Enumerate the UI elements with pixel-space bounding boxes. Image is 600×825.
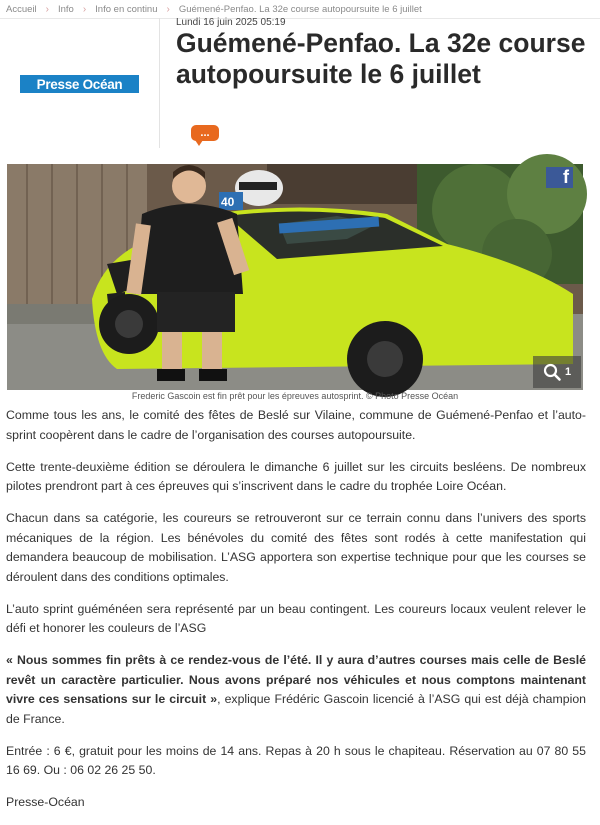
article-body bbox=[6, 406, 586, 825]
breadcrumb-separator-icon: › bbox=[45, 3, 49, 15]
article-signature: Presse-Océan bbox=[6, 795, 85, 809]
article-paragraph: L’auto sprint guéménéen sera représenté par un beau contingent. Les coureurs locaux veulent relever le défi et honorer les couleurs de l’ASG bbox=[6, 601, 586, 635]
article-paragraph: Chacun dans sa catégorie, les coureurs se retrouveront sur ce terrain connu dans l’univers des sports mécaniques de la région. Les bénévoles du comité des fêtes sont rodés à cette manifestation qui demandera beaucoup de mobilisation. L’ASG apportera son expertise technique pour que les courses se déroulent dans des conditions optimales. bbox=[6, 511, 586, 584]
breadcrumb-home-link[interactable]: Accueil bbox=[6, 3, 37, 15]
breadcrumb-info-link[interactable]: Info bbox=[57, 3, 74, 15]
car-driver-illustration bbox=[7, 164, 583, 390]
article-practical-info: Entrée : 6 €, gratuit pour les moins de 14 ans. Repas à 20 h sous le chapiteau. Réservation au 07 80 55 16 69. Ou : 06 02 26 25 50. bbox=[6, 743, 586, 777]
article-paragraph: Cette trente-deuxième édition se déroulera le dimanche 6 juillet sur les circuits besléens. De nombreux pilotes prendront part à ces épreuves qui s’inscrivent dans le cadre du trophée Loire Océan. bbox=[6, 459, 586, 493]
article-quote: « Nous sommes fin prêts à ce rendez-vous de l’été. Il y aura d’autres courses mais celle de Beslé revêt un caractère particulier. Nous avons préparé nos véhicules et nous comptons maintenant vivre ces sensations sur le circuit » bbox=[6, 653, 586, 706]
article-paragraph: Comme tous les ans, le comité des fêtes de Beslé sur Vilaine, commune de Guémené-Penfao et l’auto-sprint coopèrent dans le cadre de l’organisation des courses autopoursuite. bbox=[6, 408, 586, 442]
breadcrumb bbox=[6, 2, 422, 16]
zoom-gallery-button[interactable] bbox=[533, 356, 581, 388]
article-quote-paragraph bbox=[6, 651, 586, 729]
logo-column bbox=[0, 18, 160, 148]
magnifier-icon bbox=[543, 363, 561, 381]
breadcrumb-current: Guémené-Penfao. La 32e course autopoursuite le 6 juillet bbox=[178, 3, 422, 15]
article-title: Guémené-Penfao. La 32e course autopoursuite le 6 juillet bbox=[176, 28, 586, 89]
article-quote-attribution: , explique Frédéric Gascoin licencié à l’ASG qui est déjà champion de France. bbox=[6, 692, 586, 726]
comments-icon[interactable]: ... bbox=[191, 125, 219, 141]
publish-date: Lundi 16 juin 2025 05:19 bbox=[176, 17, 286, 28]
photo-caption: Frederic Gascoin est fin prêt pour les épreuves autosprint. © Photo Presse Océan bbox=[131, 391, 459, 401]
photo-count: 1 bbox=[564, 366, 572, 378]
breadcrumb-separator-icon: › bbox=[166, 3, 170, 15]
car-number-label: 40 bbox=[221, 195, 235, 209]
breadcrumb-separator-icon: › bbox=[82, 3, 87, 15]
article-photo[interactable] bbox=[7, 164, 583, 390]
breadcrumb-info-continu-link[interactable]: Info en continu bbox=[95, 3, 158, 15]
presse-ocean-logo[interactable]: Presse Océan bbox=[20, 75, 139, 93]
facebook-share-button[interactable]: f bbox=[546, 167, 573, 188]
